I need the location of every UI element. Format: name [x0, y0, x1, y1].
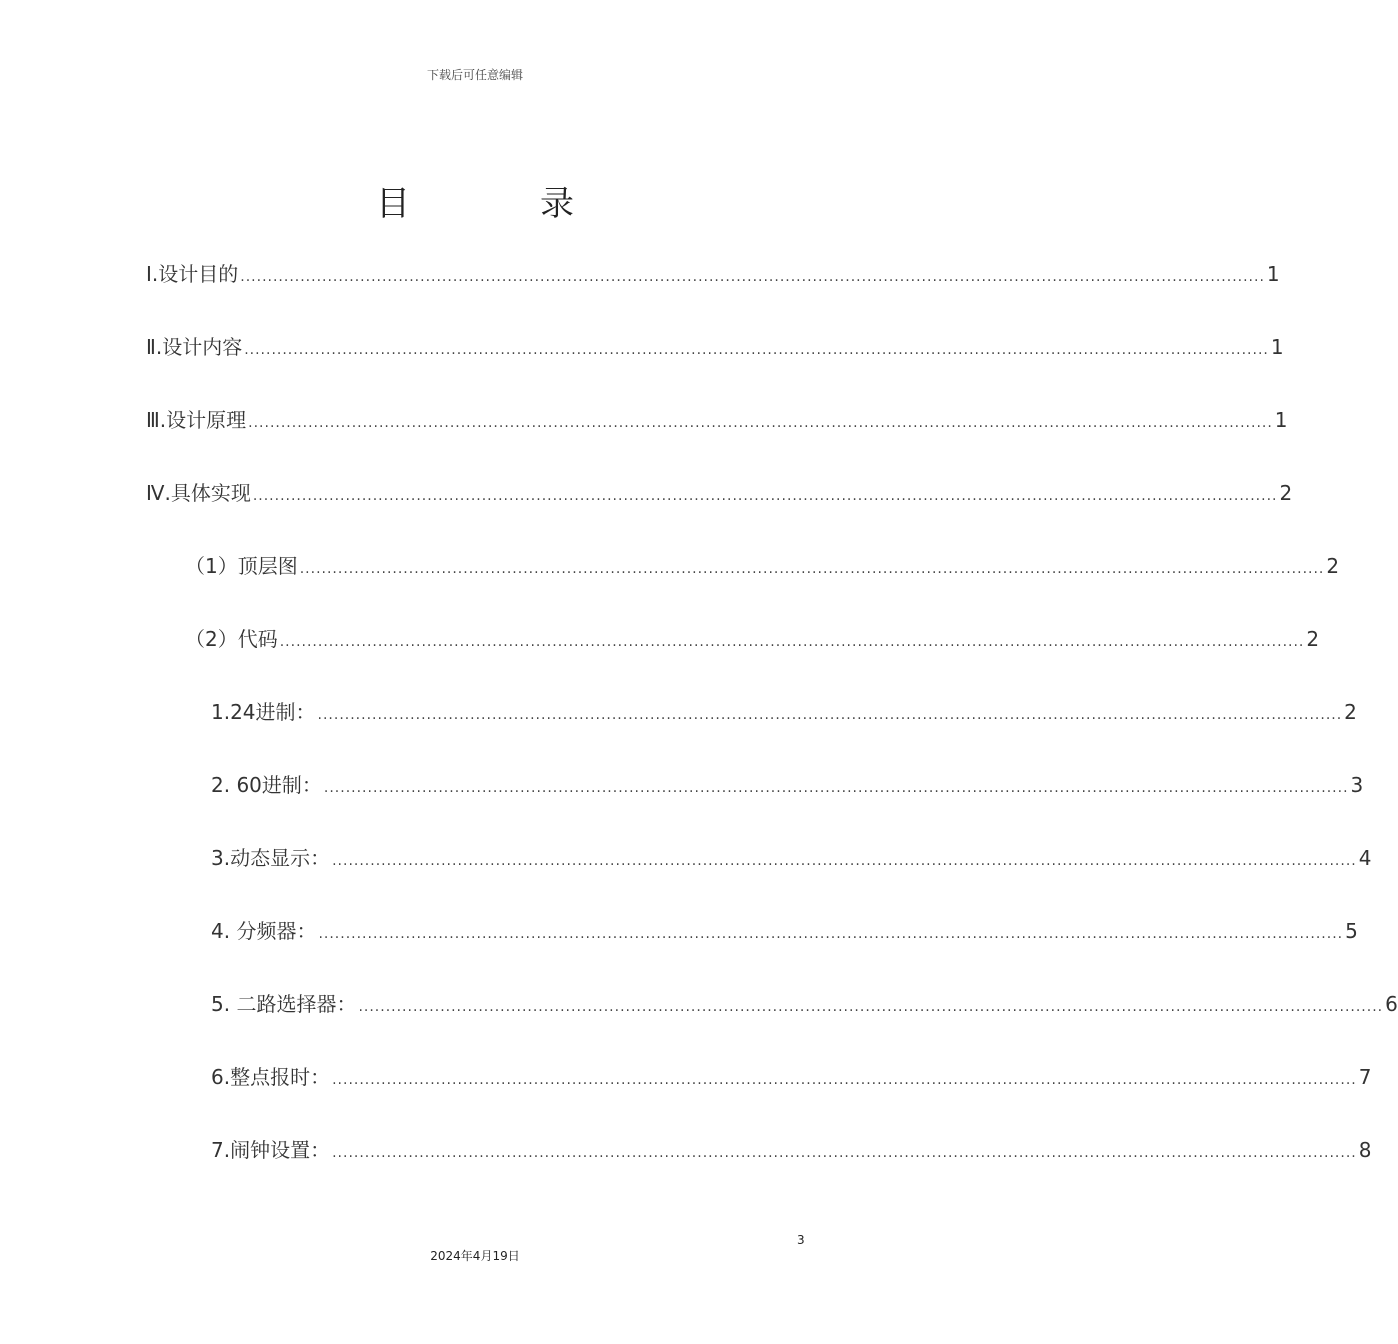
toc-entry-label: （1）顶层图	[185, 554, 298, 578]
toc-entry-4[interactable]	[146, 477, 1293, 513]
toc-entry-5[interactable]	[185, 550, 1340, 586]
title-char-1: 目	[376, 184, 410, 224]
toc-entry-label: Ⅳ.具体实现	[146, 481, 251, 505]
toc-entry-13[interactable]	[211, 1134, 1372, 1170]
toc-entry-page: 1	[1266, 262, 1280, 286]
toc-leader-dots: ............................................................................................................................................................................................	[332, 853, 1357, 869]
page-number: 3	[797, 1233, 805, 1247]
toc-entry-page: 2	[1279, 481, 1293, 505]
toc-entry-page: 2	[1306, 627, 1320, 651]
toc-entry-8[interactable]	[211, 769, 1364, 805]
toc-entry-label: Ⅰ.设计目的	[146, 262, 239, 286]
toc-entry-10[interactable]	[211, 915, 1358, 951]
toc-entry-page: 7	[1358, 1065, 1372, 1089]
toc-entry-page: 2	[1326, 554, 1340, 578]
toc-entry-3[interactable]	[146, 404, 1288, 440]
toc-entry-page: 1	[1270, 335, 1284, 359]
toc-entry-6[interactable]	[185, 623, 1320, 659]
toc-entry-label: 2. 60进制：	[211, 773, 322, 797]
toc-leader-dots: ............................................................................................................................................................................................	[299, 561, 1325, 577]
toc-entry-page: 1	[1274, 408, 1288, 432]
page-footer-date: 2024年4月19日	[430, 1249, 520, 1263]
toc-leader-dots: ............................................................................................................................................................................................	[332, 1145, 1357, 1161]
toc-entry-7[interactable]	[211, 696, 1357, 732]
toc-leader-dots: ............................................................................................................................................................................................	[279, 634, 1305, 650]
toc-entry-label: 5. 二路选择器：	[211, 992, 357, 1016]
toc-entry-page: 5	[1345, 919, 1358, 943]
toc-entry-page: 2	[1344, 700, 1357, 724]
toc-entry-label: Ⅱ.设计内容	[146, 335, 243, 359]
toc-leader-dots: ............................................................................................................................................................................................	[252, 488, 1278, 504]
toc-entry-label: 6.整点报时：	[211, 1065, 331, 1089]
toc-leader-dots: ............................................................................................................................................................................................	[244, 342, 1269, 358]
page-header: 下载后可任意编辑	[426, 68, 523, 82]
toc-entry-label: 4. 分频器：	[211, 919, 317, 943]
toc-entry-page: 3	[1350, 773, 1364, 797]
toc-entry-11[interactable]	[211, 988, 1398, 1024]
toc-leader-dots: ............................................................................................................................................................................................	[248, 415, 1273, 431]
toc-entry-label: （2）代码	[185, 627, 278, 651]
page-title	[0, 176, 950, 225]
toc-entry-12[interactable]	[211, 1061, 1372, 1097]
toc-entry-1[interactable]	[146, 258, 1280, 294]
toc-entry-page: 8	[1358, 1138, 1372, 1162]
toc-leader-dots: ............................................................................................................................................................................................	[240, 269, 1265, 285]
toc-entry-9[interactable]	[211, 842, 1372, 878]
toc-entry-label: 7.闹钟设置：	[211, 1138, 331, 1162]
toc-leader-dots: ............................................................................................................................................................................................	[318, 926, 1344, 942]
toc-entry-2[interactable]	[146, 331, 1284, 367]
toc-leader-dots: ............................................................................................................................................................................................	[332, 1072, 1357, 1088]
toc-entry-page: 4	[1358, 846, 1372, 870]
toc-entry-label: Ⅲ.设计原理	[146, 408, 247, 432]
title-char-2: 录	[540, 184, 574, 224]
toc-entry-label: 3.动态显示：	[211, 846, 331, 870]
toc-entry-page: 6	[1385, 992, 1398, 1016]
toc-leader-dots: ............................................................................................................................................................................................	[323, 780, 1349, 796]
toc-entry-label: 1.24进制：	[211, 700, 316, 724]
toc-leader-dots: ............................................................................................................................................................................................	[358, 999, 1384, 1015]
toc-leader-dots: ............................................................................................................................................................................................	[317, 707, 1343, 723]
